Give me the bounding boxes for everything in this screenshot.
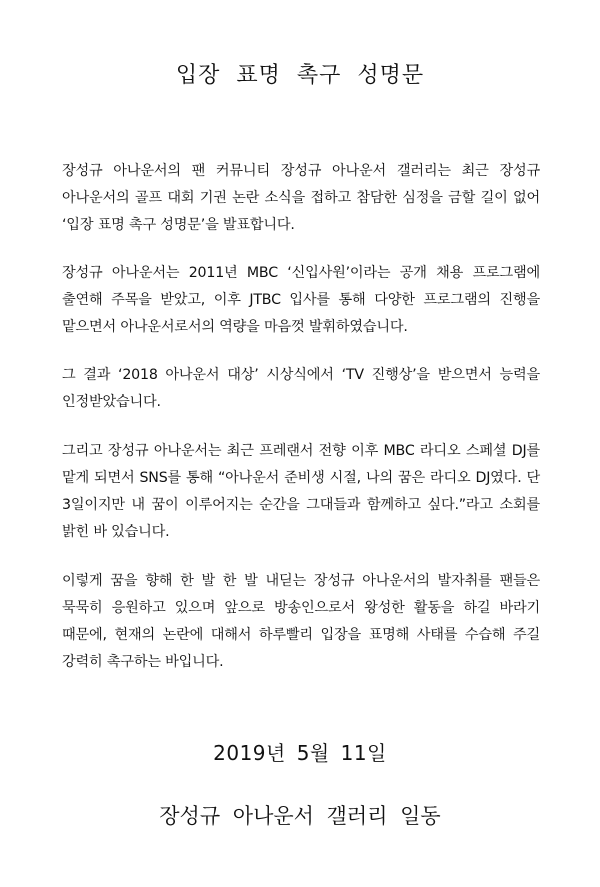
document-title: 입장 표명 촉구 성명문 xyxy=(175,63,425,88)
paragraph-career: 장성규 아나운서는 2011년 MBC ‘신입사원’이라는 공개 채용 프로그램에 출연해 주목을 받았고, 이후 JTBC 입사를 통해 다양한 프로그램의 진행을 맡으면서 아나운서로서의 역량을 마음껏 발휘하였습니다. xyxy=(62,265,540,335)
paragraph-radio-dj: 그리고 장성규 아나운서는 최근 프레랜서 전향 이후 MBC 라디오 스페셜 DJ를 맡게 되면서 SNS를 통해 “아나운서 준비생 시절, 나의 꿈은 라디오 DJ였다. 단 3일이지만 내 꿈이 이루어지는 순간을 그대들과 함께하고 싶다.”라고 소회를 밝힌 바 있습니다. xyxy=(62,443,540,540)
document-date: 2019년 5월 11일 xyxy=(213,741,387,765)
paragraph-award: 그 결과 ‘2018 아나운서 대상’ 시상식에서 ‘TV 진행상’을 받으면서 능력을 인정받았습니다. xyxy=(62,367,540,410)
signature: 장성규 아나운서 갤러리 일동 xyxy=(159,804,441,828)
paragraph-introduction: 장성규 아나운서의 팬 커뮤니티 장성규 아나운서 갤러리는 최근 장성규 아나운서의 골프 대회 기권 논란 소식을 접하고 참담한 심정을 금할 길이 없어 ‘입장 표명 촉구 성명문’을 발표합니다. xyxy=(62,163,540,233)
paragraph-request: 이렇게 꿈을 향해 한 발 한 발 내딛는 장성규 아나운서의 발자취를 팬들은 묵묵히 응원하고 있으며 앞으로 방송인으로서 왕성한 활동을 하길 바라기 때문에, 현재의 논란에 대해서 하루빨리 입장을 표명해 사태를 수습해 주길 강력히 촉구하는 바입니다. xyxy=(62,573,540,670)
